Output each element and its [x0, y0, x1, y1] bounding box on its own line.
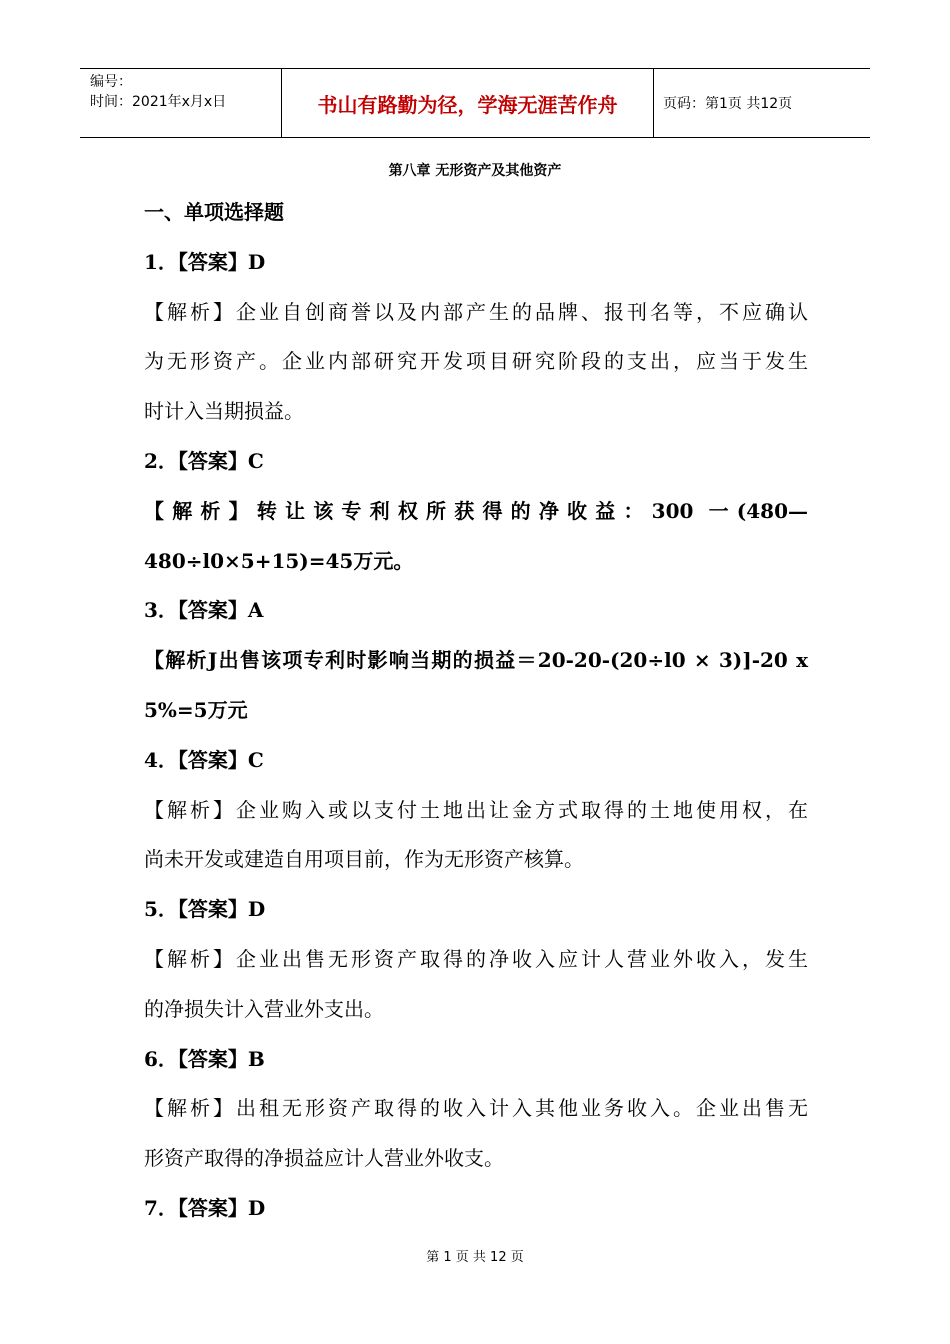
header-page-info: 页码：第1页 共12页	[663, 96, 793, 112]
explanation-line: 为无形资产。企业内部研究开发项目研究阶段的支出，应当于发生	[144, 349, 808, 374]
section-title: 一、单项选择题	[144, 200, 284, 224]
answer-line: 4．【答案】C	[144, 747, 264, 772]
answer-line: 5．【答案】D	[144, 897, 266, 922]
explanation-line: 时计入当期损益。	[144, 399, 304, 424]
time-label: 时间：2021年x月x日	[90, 94, 227, 110]
explanation-line: 480÷l0×5+15)=45万元。	[144, 548, 414, 573]
answer-line: 1．【答案】D	[144, 249, 266, 274]
header-motto: 书山有路勤为径，学海无涯苦作舟	[281, 69, 654, 137]
answer-line: 3．【答案】A	[144, 598, 264, 623]
chapter-title: 第八章 无形资产及其他资产	[388, 163, 562, 179]
answer-line: 2．【答案】C	[144, 448, 264, 473]
explanation-line: 【解析J出售该项专利时影响当期的损益＝20-20-(20÷l0 × 3)]-20 x	[144, 648, 808, 673]
explanation-line: 的净损失计入营业外支出。	[144, 996, 384, 1021]
explanation-line: 【解析】企业出售无形资产取得的净收入应计人营业外收入，发生	[144, 946, 808, 971]
code-label: 编号：	[90, 74, 132, 90]
explanation-line: 形资产取得的净损益应计人营业外收支。	[144, 1146, 504, 1171]
header-meta	[80, 69, 281, 137]
answer-line: 6．【答案】B	[144, 1046, 265, 1071]
page-footer: 第 1 页 共 12 页	[426, 1250, 524, 1265]
explanation-line: 【解析】转让该专利权所获得的净收益：300 一(480—	[144, 498, 808, 523]
explanation-line: 【解析】企业自创商誉以及内部产生的品牌、报刊名等，不应确认	[144, 299, 808, 324]
document-body	[144, 188, 808, 1234]
explanation-line: 【解析】企业购入或以支付土地出让金方式取得的土地使用权，在	[144, 797, 808, 822]
explanation-line: 【解析】出租无形资产取得的收入计入其他业务收入。企业出售无	[144, 1096, 808, 1121]
explanation-line: 5%=5万元	[144, 697, 248, 722]
explanation-line: 尚未开发或建造自用项目前，作为无形资产核算。	[144, 847, 584, 872]
page-header	[80, 68, 870, 138]
answer-line: 7．【答案】D	[144, 1195, 266, 1220]
